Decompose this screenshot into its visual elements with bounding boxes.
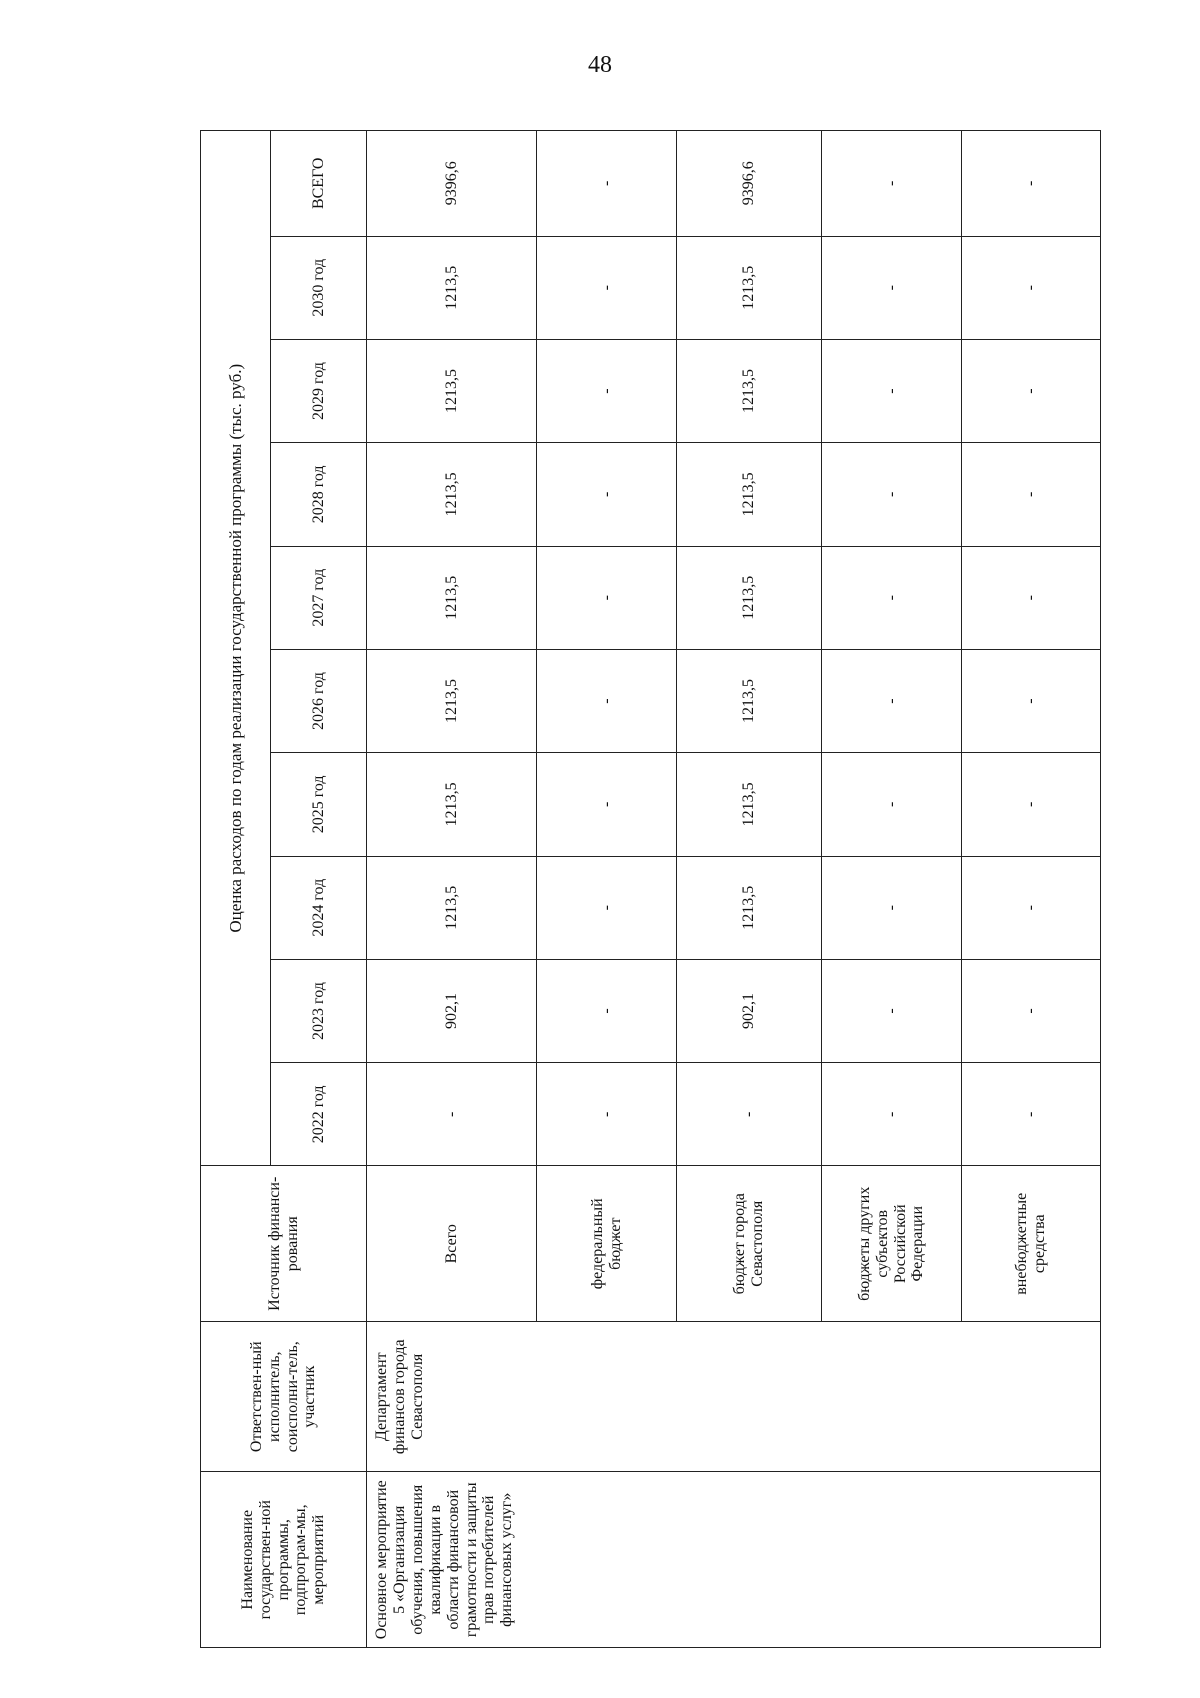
- value-cell: -: [822, 1063, 962, 1166]
- source-cell: бюджеты других субъектов Российской Федерации: [822, 1166, 962, 1321]
- value-cell: 1213,5: [677, 649, 822, 752]
- value-cell: 1213,5: [677, 236, 822, 339]
- value-cell: 9396,6: [367, 131, 537, 237]
- value-cell: -: [537, 131, 677, 237]
- value-cell: -: [962, 443, 1101, 546]
- value-cell: -: [822, 443, 962, 546]
- source-cell: федеральный бюджет: [537, 1166, 677, 1321]
- value-cell: -: [822, 856, 962, 959]
- header-total: ВСЕГО: [271, 131, 367, 237]
- value-cell: 1213,5: [367, 856, 537, 959]
- value-cell: 902,1: [677, 959, 822, 1062]
- value-cell: -: [962, 546, 1101, 649]
- value-cell: -: [822, 959, 962, 1062]
- header-year: 2022 год: [271, 1063, 367, 1166]
- header-year: 2030 год: [271, 236, 367, 339]
- value-cell: -: [537, 443, 677, 546]
- rotated-table-wrapper: [200, 130, 1050, 1648]
- value-cell: -: [822, 649, 962, 752]
- value-cell: -: [822, 339, 962, 442]
- source-cell: Всего: [367, 1166, 537, 1321]
- expenses-table: [200, 130, 1101, 1648]
- header-year: 2029 год: [271, 339, 367, 442]
- page-number: 48: [588, 52, 612, 78]
- value-cell: 1213,5: [367, 753, 537, 856]
- value-cell: -: [962, 236, 1101, 339]
- table-row: [367, 131, 537, 1648]
- value-cell: -: [537, 236, 677, 339]
- value-cell: -: [822, 753, 962, 856]
- responsible-cell: Департамент финансов города Севастополя: [367, 1321, 1101, 1471]
- value-cell: -: [677, 1063, 822, 1166]
- header-year: 2026 год: [271, 649, 367, 752]
- value-cell: -: [962, 856, 1101, 959]
- value-cell: -: [537, 649, 677, 752]
- value-cell: -: [537, 753, 677, 856]
- header-year: 2024 год: [271, 856, 367, 959]
- value-cell: -: [962, 753, 1101, 856]
- header-responsible: Ответствен-ный исполнитель, соисполни-тель, участник: [201, 1321, 367, 1471]
- value-cell: -: [822, 546, 962, 649]
- value-cell: 9396,6: [677, 131, 822, 237]
- value-cell: -: [962, 959, 1101, 1062]
- value-cell: -: [822, 131, 962, 237]
- source-cell: внебюджетные средства: [962, 1166, 1101, 1321]
- value-cell: 1213,5: [677, 443, 822, 546]
- header-row-1: [201, 131, 271, 1648]
- header-expenses: Оценка расходов по годам реализации государственной программы (тыс. руб.): [201, 131, 271, 1167]
- value-cell: -: [962, 1063, 1101, 1166]
- header-year: 2028 год: [271, 443, 367, 546]
- value-cell: -: [537, 856, 677, 959]
- value-cell: -: [822, 236, 962, 339]
- value-cell: 1213,5: [367, 546, 537, 649]
- value-cell: 1213,5: [367, 443, 537, 546]
- header-name: Наименование государствен-ной программы, подпрограм-мы, мероприятий: [201, 1472, 367, 1648]
- value-cell: 1213,5: [677, 546, 822, 649]
- value-cell: -: [537, 1063, 677, 1166]
- value-cell: -: [962, 131, 1101, 237]
- source-cell: бюджет города Севастополя: [677, 1166, 822, 1321]
- value-cell: 1213,5: [367, 339, 537, 442]
- value-cell: 1213,5: [677, 753, 822, 856]
- header-year: 2025 год: [271, 753, 367, 856]
- value-cell: 1213,5: [677, 856, 822, 959]
- header-year: 2023 год: [271, 959, 367, 1062]
- value-cell: -: [537, 339, 677, 442]
- header-source: Источник финанси-рования: [201, 1166, 367, 1321]
- value-cell: 1213,5: [367, 236, 537, 339]
- value-cell: -: [537, 959, 677, 1062]
- activity-name: Основное мероприятие 5 «Организация обучения, повышения квалификации в области финансовой грамотности и защиты прав потребителей финансовых услуг»: [367, 1472, 1101, 1648]
- value-cell: 1213,5: [367, 649, 537, 752]
- value-cell: -: [367, 1063, 537, 1166]
- header-year: 2027 год: [271, 546, 367, 649]
- value-cell: -: [537, 546, 677, 649]
- value-cell: 1213,5: [677, 339, 822, 442]
- value-cell: -: [962, 649, 1101, 752]
- value-cell: 902,1: [367, 959, 537, 1062]
- value-cell: -: [962, 339, 1101, 442]
